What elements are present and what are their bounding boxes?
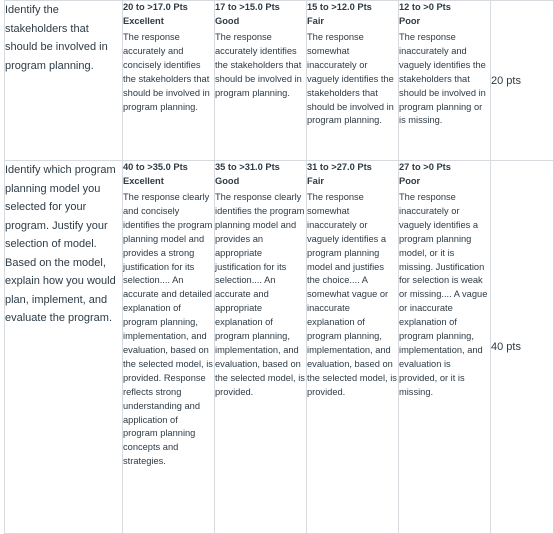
rating-title: Poor <box>399 15 490 29</box>
rating-description: The response accurately and concisely identifies the stakeholders that should be involved in program planning. <box>123 31 214 114</box>
rating-points: 40 to >35.0 Pts <box>123 161 214 175</box>
rating-title: Poor <box>399 175 490 189</box>
criterion-description: Identify the stakeholders that should be involved in program planning. <box>5 1 123 161</box>
table-row <box>5 1 553 161</box>
rating-points: 20 to >17.0 Pts <box>123 1 214 15</box>
rating-title: Fair <box>307 15 398 29</box>
rating-points: 12 to >0 Pts <box>399 1 490 15</box>
rating-good <box>215 161 307 534</box>
rating-excellent <box>123 1 215 161</box>
rating-description: The response clearly and concisely identifies the program planning model and provides a strong justification for its selection.... An accurate and detailed explanation of program planning, implementation, and evaluation, based on the selected model, is provided. Response reflects strong understanding and application of program planning concepts and strategies. <box>123 191 214 469</box>
rating-fair <box>307 1 399 161</box>
rating-description: The response inaccurately and vaguely identifies the stakeholders that should be involved in program planning or is missing. <box>399 31 490 128</box>
rating-description: The response accurately identifies the stakeholders that should be involved in program planning. <box>215 31 306 101</box>
rating-poor <box>399 161 491 534</box>
criterion-description: Identify which program planning model you selected for your program. Justify your selection of model. Based on the model, explain how you would plan, implement, and evaluate the program. <box>5 161 123 534</box>
rating-excellent <box>123 161 215 534</box>
rating-good <box>215 1 307 161</box>
rating-title: Good <box>215 175 306 189</box>
rating-points: 15 to >12.0 Pts <box>307 1 398 15</box>
rating-title: Excellent <box>123 175 214 189</box>
rubric-table <box>4 0 553 534</box>
criterion-total-points: 20 pts <box>491 1 553 161</box>
rating-title: Good <box>215 15 306 29</box>
criterion-total-points: 40 pts <box>491 161 553 534</box>
rating-description: The response somewhat inaccurately or vaguely identifies a program planning model and justifies the choice.... A somewhat vague or inaccurate explanation of program planning, implementation, and evaluation, based on the selected model, is provided. <box>307 191 398 400</box>
rating-title: Fair <box>307 175 398 189</box>
rating-points: 27 to >0 Pts <box>399 161 490 175</box>
table-row <box>5 161 553 534</box>
rating-description: The response somewhat inaccurately or vaguely identifies the stakeholders that should be involved in program planning. <box>307 31 398 128</box>
rating-points: 35 to >31.0 Pts <box>215 161 306 175</box>
rating-description: The response clearly identifies the program planning model and provides an appropriate justification for its selection.... An accurate and appropriate explanation of program planning, implementation, and evaluation, based on the selected model, is provided. <box>215 191 306 400</box>
rating-poor <box>399 1 491 161</box>
rating-title: Excellent <box>123 15 214 29</box>
rating-points: 31 to >27.0 Pts <box>307 161 398 175</box>
rating-description: The response inaccurately or vaguely identifies a program planning model, or it is missing. Justification for selection is weak or missing.... A vague or inaccurate explanation of program planning, implementation, and evaluation is provided, or it is missing. <box>399 191 490 400</box>
rating-points: 17 to >15.0 Pts <box>215 1 306 15</box>
rating-fair <box>307 161 399 534</box>
